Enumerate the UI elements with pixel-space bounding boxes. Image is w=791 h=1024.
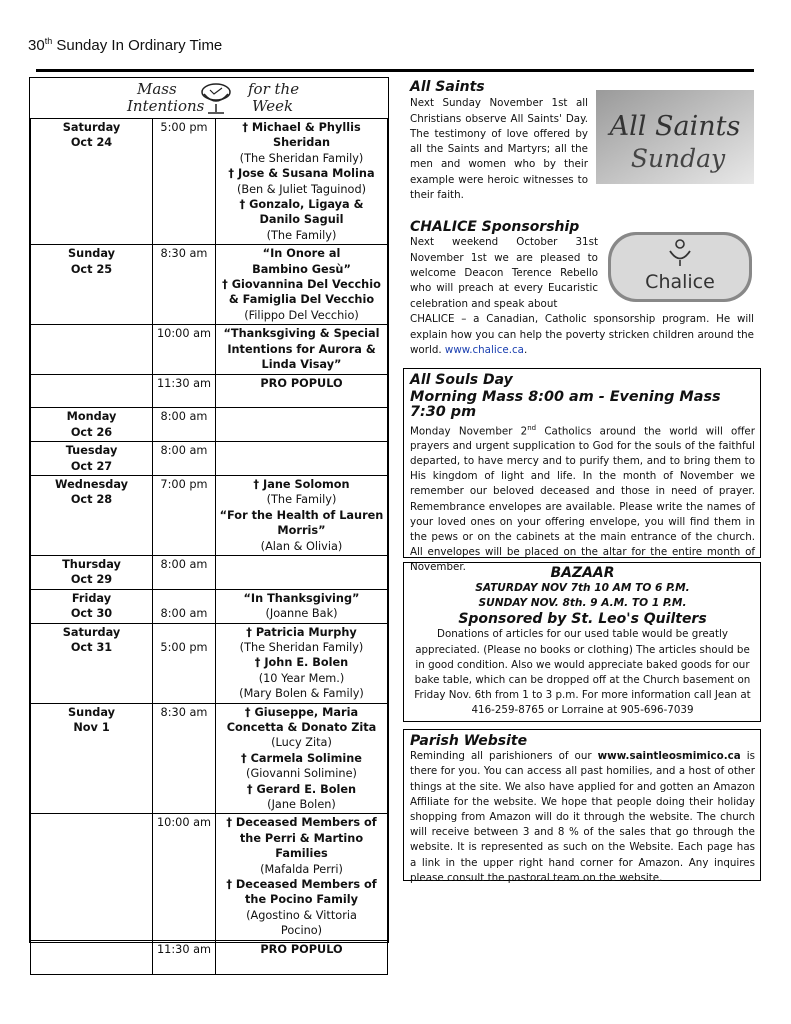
mass-day [31, 703, 153, 814]
mass-row [31, 442, 388, 476]
mass-intention [216, 442, 388, 476]
mass-intention [216, 940, 388, 974]
bazaar-sponsor: Sponsored by St. Leo's Quilters [458, 611, 707, 628]
mass-schedule-table [30, 118, 388, 975]
bazaar-content [410, 566, 755, 719]
mass-row [31, 703, 388, 814]
mass-day [31, 589, 153, 623]
intention-line: “In Onore al [262, 247, 341, 261]
mass-row [31, 589, 388, 623]
mass-day-name: Saturday [62, 121, 121, 134]
parish-website-box [403, 729, 761, 884]
mass-row [31, 408, 388, 442]
mass-time-text: 8:30 am [160, 705, 208, 719]
bazaar-date-1: SATURDAY NOV 7th 10 AM TO 6 P.M. [475, 582, 690, 595]
header-ordinal: 30 [28, 37, 45, 54]
mass-row [31, 475, 388, 555]
mass-time-text: 7:00 pm [160, 477, 208, 491]
mass-day-name: Saturday [62, 625, 121, 639]
mass-time [153, 119, 216, 245]
chalice-logo-text: Chalice [645, 271, 715, 293]
mass-date: Oct 29 [70, 573, 113, 587]
mass-time-text: 5:00 pm [160, 121, 208, 134]
intention-line: † Gonzalo, Ligaya & [239, 198, 364, 212]
all-saints-body: Next Sunday November 1st all Christians observe All Saints' Day. The testimony of love offered by all the Saints and Martyrs; all the men and women who by their example were heroic witnesses to their faith. [410, 97, 588, 201]
mass-row [31, 940, 388, 974]
mass-time [153, 475, 216, 555]
mass-time [153, 623, 216, 703]
intention-line: (Alan & Olivia) [260, 539, 343, 553]
all-saints-image-text2: Sunday [630, 144, 726, 173]
mass-day-name: Wednesday [55, 477, 128, 491]
mass-day [31, 814, 153, 940]
all-saints-section [410, 80, 588, 203]
mass-row [31, 245, 388, 325]
mass-day [31, 475, 153, 555]
mass-row [31, 623, 388, 703]
intention-line: the Perri & Martino [239, 831, 364, 845]
mass-row [31, 374, 388, 408]
all-souls-sup: nd [527, 423, 537, 432]
mass-intention [216, 408, 388, 442]
chalice-body-part2: CHALICE – a Canadian, Catholic sponsorship program. He will explain how you can help the poverty stricken children around the world. [410, 313, 754, 357]
page-header [28, 36, 222, 54]
mass-date: Oct 28 [70, 493, 113, 507]
intention-line: (The Family) [266, 228, 337, 242]
intention-line: Families [275, 847, 328, 861]
chalice-heading: CHALICE Sponsorship [410, 219, 580, 235]
mass-time [153, 325, 216, 374]
mass-date: Oct 27 [70, 459, 113, 473]
intention-line: PRO POPULO [260, 376, 343, 390]
header-title: Sunday In Ordinary Time [52, 37, 223, 54]
all-souls-body: Catholics around the world will offer prayers and urgent supplication to God for the souls of the faithful departed, to have mercy and to purify them, and to bring them to His kingdom of light and life. In the month of November we remember our beloved deceased and those in need of prayer. Remembrance envelopes are available. Please write the names of your loved ones on your offering envelope, you will find them in the pews or on the cabinets at the main entrance of the church. All envelopes will be placed on the altar for the entire month of November. [410, 425, 755, 573]
website-body: is there for you. You can access all past homilies, and a host of other things at the site. We also have applied for and gotten an Amazon Affiliate for the website. We hope that people doing their holiday shopping from Amazon will do it through the website. The church will receive between 3 and 8 % of the sales that go through the website. It is represented as such on the Website. Each page has a link in the upper right hand corner for Amazon. Any inquires please consult the pastoral team on the website. [410, 750, 755, 884]
intention-line: † Deceased Members of [226, 878, 377, 892]
mass-time-text: 11:30 am [156, 942, 212, 956]
mass-time [153, 442, 216, 476]
mass-row [31, 325, 388, 374]
mass-day [31, 119, 153, 245]
chalice-logo [608, 232, 752, 302]
mass-date: Oct 31 [70, 640, 113, 654]
intention-line: (Ben & Juliet Taguinod) [236, 182, 367, 196]
mass-intentions-title [30, 78, 388, 117]
mass-day-name: Friday [71, 591, 112, 605]
intention-line: Danilo Saguil [259, 213, 344, 227]
bazaar-body: Donations of articles for our used table would be greatly appreciated. (Please no books or clothing) The articles should be in good condition. Also we would appreciate baked goods for our bake table, which can be dropped off at the Church basement on Friday Nov. 6th from 1 to 3 p.m. For more information call Jean at 416-259-8765 or Lorraine at 905-696-7039 [414, 628, 751, 717]
mass-intention [216, 703, 388, 814]
mass-time-text: 10:00 am [156, 327, 212, 341]
parish-website-heading: Parish Website [410, 733, 528, 749]
parish-website-content [410, 734, 755, 886]
chalice-host-icon [190, 82, 242, 116]
intention-line: † Giovannina Del Vecchio [222, 278, 381, 292]
mass-time [153, 245, 216, 325]
mass-day [31, 408, 153, 442]
mass-intention [216, 119, 388, 245]
intention-line: “Thanksgiving & Special [223, 327, 380, 341]
intention-line: & Famiglia Del Vecchio [228, 293, 375, 307]
mass-day-name: Tuesday [65, 444, 118, 458]
mass-time [153, 555, 216, 589]
mass-day-name: Sunday [68, 705, 115, 719]
intention-line: Linda Visay” [261, 358, 342, 372]
mass-time [153, 703, 216, 814]
title-week: Week [252, 97, 294, 115]
header-suffix: th [44, 36, 53, 46]
mass-time-text: 8:00 am [160, 557, 208, 571]
intention-line: Concetta & Donato Zita [226, 721, 377, 735]
intention-line: † Jose & Susana Molina [228, 167, 375, 181]
intention-line: (The Family) [266, 493, 337, 507]
intention-line: the Pocino Family [245, 893, 358, 907]
chalice-link[interactable]: www.chalice.ca [444, 344, 524, 357]
intention-line: † Gerard E. Bolen [246, 782, 357, 796]
intention-line: (Agostino & Vittoria [246, 908, 357, 922]
intention-line: (10 Year Mem.) [258, 671, 345, 685]
intention-line: (Jane Bolen) [267, 798, 336, 812]
intention-line: (Mafalda Perri) [260, 862, 343, 876]
mass-row [31, 814, 388, 940]
intention-line: Intentions for Aurora & [227, 342, 376, 356]
website-body-start: Reminding all parishioners of our [410, 750, 598, 763]
bazaar-box [403, 562, 761, 722]
mass-date: Nov 1 [73, 721, 110, 735]
mass-time [153, 374, 216, 408]
mass-day [31, 940, 153, 974]
mass-day [31, 623, 153, 703]
mass-day [31, 442, 153, 476]
mass-time-text: 8:00 am [160, 444, 208, 458]
intention-line: Pocino) [280, 924, 323, 938]
mass-time-text: 8:30 am [160, 247, 208, 261]
mass-row [31, 119, 388, 245]
intention-line: “For the Health of Lauren [219, 508, 384, 522]
mass-intention [216, 814, 388, 940]
mass-day [31, 325, 153, 374]
mass-day [31, 374, 153, 408]
all-saints-image [596, 90, 754, 184]
intention-line: (The Sheridan Family) [239, 640, 364, 654]
mass-time-text: 8:00 am [160, 607, 208, 621]
intention-line: Morris” [277, 524, 326, 538]
all-saints-heading: All Saints [410, 79, 485, 95]
mass-date: Oct 24 [70, 136, 113, 150]
mass-time [153, 589, 216, 623]
mass-intention [216, 325, 388, 374]
mass-time [153, 814, 216, 940]
mass-day-name: Sunday [68, 247, 115, 261]
chalice-body-part1: Next weekend October 31st November 1st we are pleased to welcome Deacon Terence Rebello who will preach at every Eucaristic celebration and speak about [410, 236, 598, 310]
mass-time-text: 10:00 am [156, 816, 212, 830]
all-souls-subheading: Morning Mass 8:00 am - Evening Mass 7:30 pm [410, 389, 721, 421]
title-intentions: Intentions [127, 97, 205, 115]
all-souls-heading: All Souls Day [410, 372, 513, 388]
intention-line: † Patricia Murphy [246, 625, 357, 639]
all-saints-image-text1: All Saints [609, 111, 741, 142]
intention-line: (Joanne Bak) [265, 607, 338, 621]
mass-time [153, 940, 216, 974]
intention-line: PRO POPULO [260, 942, 343, 956]
intention-line: † Jane Solomon [253, 477, 350, 491]
intention-line: (Lucy Zita) [271, 736, 332, 750]
mass-day [31, 555, 153, 589]
mass-intention [216, 374, 388, 408]
website-url[interactable]: www.saintleosmimico.ca [597, 750, 741, 763]
intention-line: (Filippo Del Vecchio) [244, 308, 359, 322]
title-mass: Mass [137, 80, 177, 98]
mass-intention [216, 475, 388, 555]
mass-intention [216, 555, 388, 589]
mass-intention [216, 589, 388, 623]
mass-date: Oct 30 [70, 607, 113, 621]
mass-intention [216, 245, 388, 325]
intention-line: (Mary Bolen & Family) [239, 687, 364, 701]
intention-line: (Giovanni Solimine) [246, 767, 357, 781]
all-souls-content [410, 373, 755, 575]
mass-date: Oct 26 [70, 425, 113, 439]
chalice-period: . [523, 344, 528, 357]
intention-line: † Deceased Members of [226, 816, 377, 830]
all-souls-body-start: Monday November 2 [410, 425, 528, 438]
mass-day-name: Thursday [62, 557, 121, 571]
mass-time-text: 11:30 am [156, 376, 212, 390]
intention-line: Bambino Gesù” [252, 262, 351, 276]
intention-line: † Giuseppe, Maria [244, 705, 359, 719]
intention-line: † Carmela Solimine [241, 751, 362, 765]
bazaar-date-2: SUNDAY NOV. 8th. 9 A.M. TO 1 P.M. [478, 596, 687, 609]
intention-line: † Michael & Phyllis [242, 121, 361, 134]
mass-date: Oct 25 [70, 262, 113, 276]
mass-day-name: Monday [66, 410, 117, 424]
mass-row [31, 555, 388, 589]
mass-time-text: 8:00 am [160, 410, 208, 424]
bazaar-heading: BAZAAR [550, 565, 615, 581]
intention-line: † John E. Bolen [254, 656, 349, 670]
mass-intentions-box [29, 77, 389, 956]
mass-day [31, 245, 153, 325]
mass-time-text: 5:00 pm [160, 640, 208, 654]
header-rule [36, 69, 754, 72]
title-for-the: for the [248, 80, 300, 98]
intention-line: (The Sheridan Family) [239, 151, 364, 165]
mass-time [153, 408, 216, 442]
intention-line: Sheridan [272, 136, 331, 150]
mass-intention [216, 623, 388, 703]
intention-line: “In Thanksgiving” [243, 591, 360, 605]
